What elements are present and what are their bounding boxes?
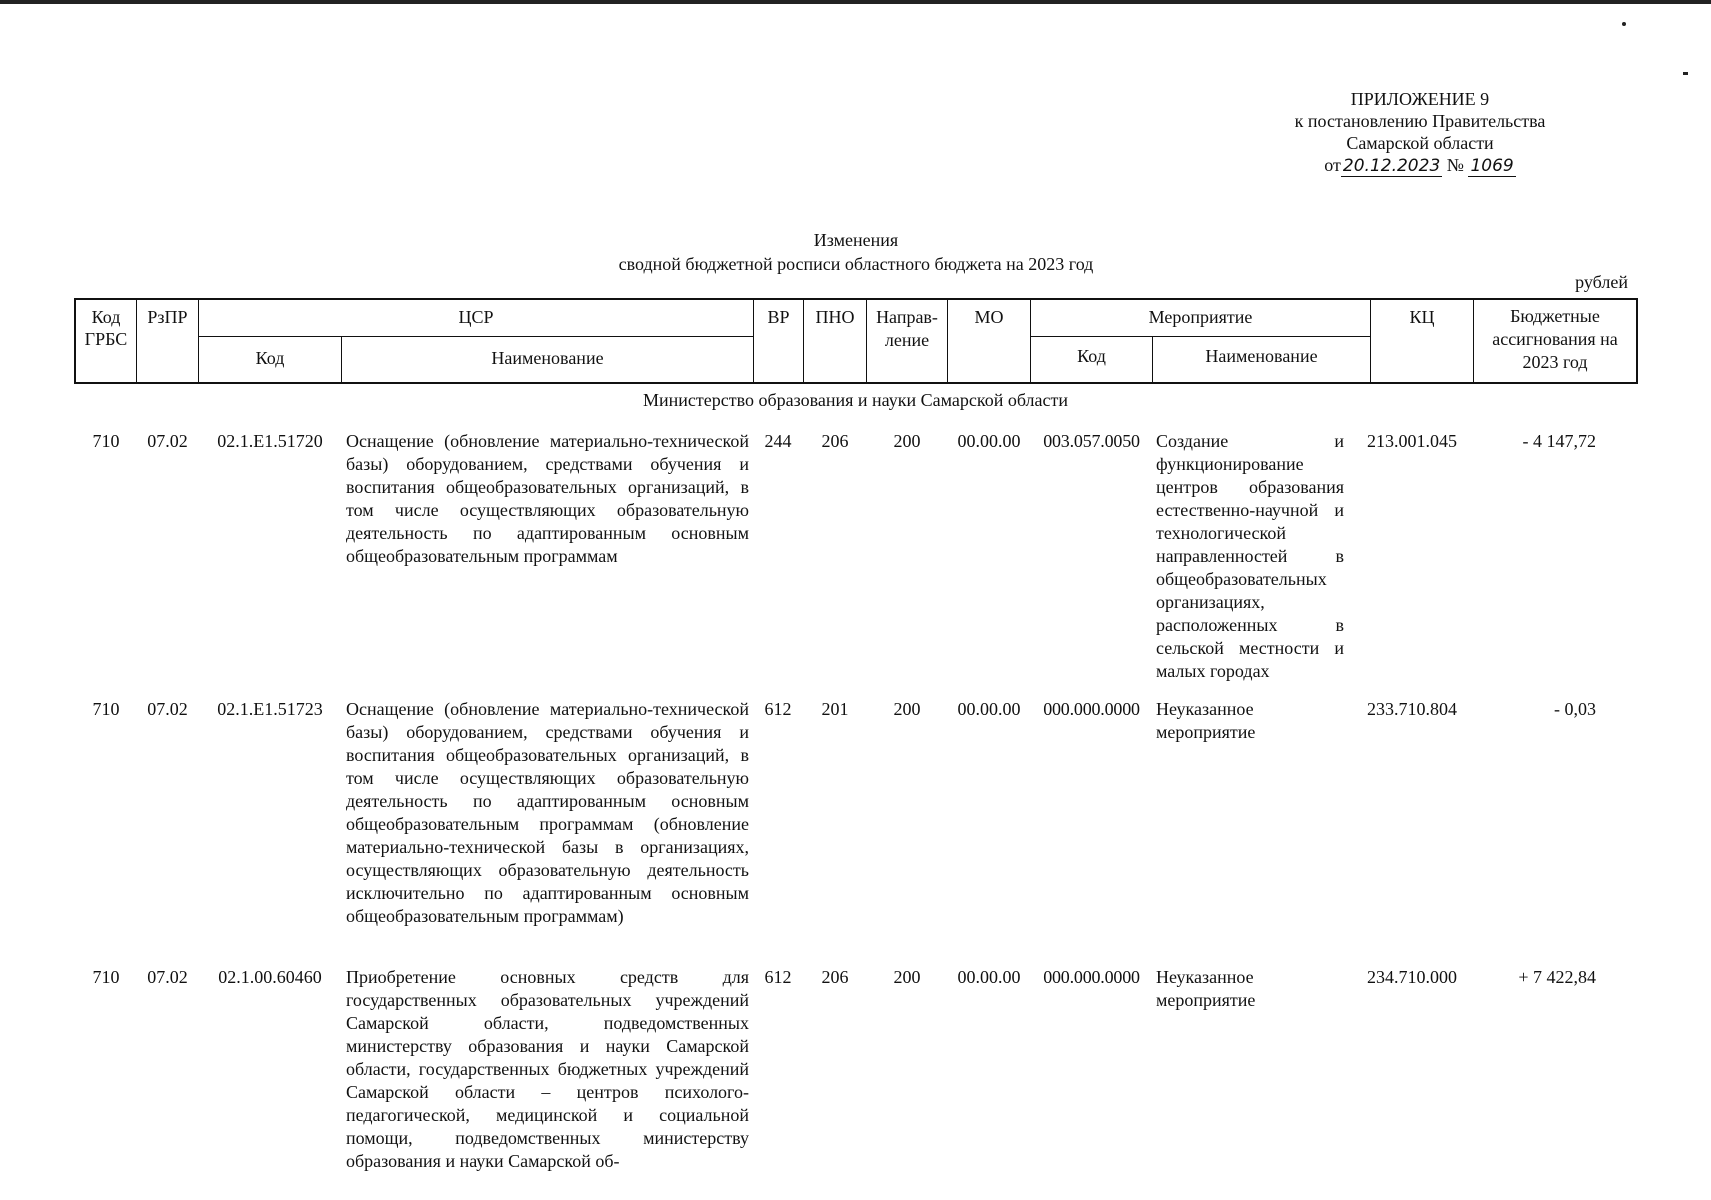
header-rzpr: РзПР [147,307,188,327]
cell-csr-code: 02.1.Е1.51723 [217,699,323,719]
header-border-bottom [74,382,1638,384]
cell-direction: 200 [893,431,921,451]
cell-kc: 213.001.045 [1367,431,1457,451]
cell-amount: - 4 147,72 [1522,431,1596,451]
cell-vr: 612 [764,699,792,719]
number-prefix: № [1446,155,1464,175]
appendix-line2: к постановлению Правительства [1294,111,1546,131]
cell-direction: 200 [893,967,921,987]
cell-event-code: 003.057.0050 [1043,431,1140,451]
header-col-line [1636,298,1638,383]
cell-pno: 201 [821,699,849,719]
cell-grbs: 710 [92,431,120,451]
cell-csr-code: 02.1.00.60460 [218,967,322,987]
date-prefix: от [1324,155,1341,175]
appendix-block [1220,88,1620,177]
cell-event-name: Неуказанное мероприятие [1156,699,1256,742]
cell-kc: 234.710.000 [1367,967,1457,987]
appendix-line3: Самарской области [1346,133,1494,153]
header-pno: ПНО [815,307,855,327]
header-csr-code: Код [255,348,285,368]
cell-pno: 206 [821,431,849,451]
header-event: Мероприятие [1148,307,1253,327]
header-direction: Направ-ление [876,307,938,350]
cell-grbs: 710 [92,699,120,719]
cell-csr-name: Оснащение (обновление материально-технической базы) оборудованием, средствами обучения и воспитания общеобразовательных организаций, в том числе осуществляющих образовательную деятельность по адаптированным основным общеобразовательным программам (обновление материально-технической базы в организациях, осуществляющих образовательную деятельность исключительно по адаптированным основным общеобразовательным программам) [346,699,749,926]
header-grbs: Код ГРБС [84,307,128,349]
cell-direction: 200 [893,699,921,719]
title-line2: сводной бюджетной росписи областного бюджета на 2023 год [618,254,1094,274]
header-csr: ЦСР [458,307,494,327]
header-mo: МО [974,307,1004,327]
cell-csr-code: 02.1.Е1.51720 [217,431,323,451]
cell-csr-name: Оснащение (обновление материально-технической базы) оборудованием, средствами обучения и воспитания общеобразовательных организаций, в том числе осуществляющих образовательную деятельность по адаптированным основным общеобразовательным программам [346,431,749,566]
cell-csr-name: Приобретение основных средств для государственных образовательных учреждений Самарской области, подведомственных министерству образования и науки Самарской области, государственных бюджетных учреждений Самарской области – центров психолого-педагогической, медицинской и социальной помощи, подведомственных министерству образования и науки Самарской об- [346,967,749,1171]
cell-mo: 00.00.00 [957,967,1021,987]
cell-vr: 244 [764,431,792,451]
appendix-title: ПРИЛОЖЕНИЕ 9 [1350,89,1490,109]
units-label: рублей [1575,272,1628,292]
cell-pno: 206 [821,967,849,987]
document-title [560,228,1152,276]
section-ministry: Министерство образования и науки Самарской области [642,390,1069,410]
handwritten-date: 20.12.2023 [1342,156,1441,176]
header-budget: Бюджетные ассигнования на 2023 год [1492,306,1618,372]
cell-event-code: 000.000.0000 [1043,967,1140,987]
scan-speck [1622,22,1626,26]
header-kc: КЦ [1409,307,1435,327]
cell-event-code: 000.000.0000 [1043,699,1140,719]
cell-grbs: 710 [92,967,120,987]
cell-rzpr: 07.02 [147,699,188,719]
cell-vr: 612 [764,967,792,987]
header-subdivider-csr [198,336,753,337]
cell-kc: 233.710.804 [1367,699,1457,719]
header-border-top [74,298,1638,300]
scan-speck [1683,72,1688,75]
header-subdivider-event [1030,336,1370,337]
header-vr: ВР [767,307,790,327]
cell-rzpr: 07.02 [147,431,188,451]
cell-mo: 00.00.00 [957,699,1021,719]
title-line1: Изменения [813,230,899,250]
header-col-line [74,298,76,383]
cell-event-name: Создание и функционирование центров образования естественно-научной и технологической направленностей в общеобразовательных организациях, расположенных в сельской местности и малых городах [1156,431,1344,681]
handwritten-number: 1069 [1470,156,1514,176]
header-csr-name: Наименование [491,348,604,368]
cell-rzpr: 07.02 [147,967,188,987]
cell-amount: + 7 422,84 [1518,967,1596,987]
cell-event-name: Неуказанное мероприятие [1156,967,1256,1010]
header-event-name: Наименование [1205,346,1318,366]
scan-edge [0,0,1711,4]
appendix-date-number [1220,154,1620,177]
header-event-code: Код [1077,346,1106,366]
cell-amount: - 0,03 [1554,699,1596,719]
cell-mo: 00.00.00 [957,431,1021,451]
